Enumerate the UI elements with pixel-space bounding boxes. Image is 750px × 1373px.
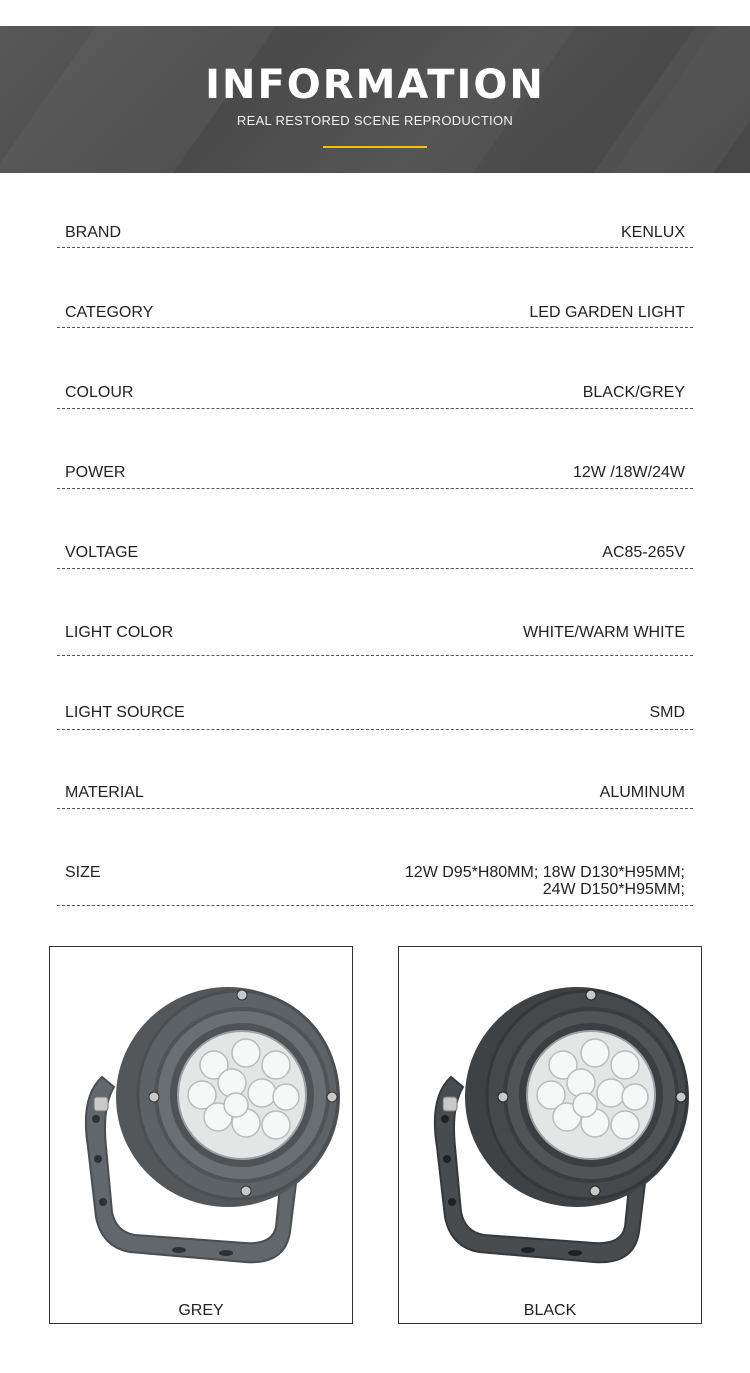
spec-label: MATERIAL	[65, 784, 144, 801]
spec-value: AC85-265V	[602, 544, 685, 561]
product-caption: GREY	[178, 1302, 224, 1319]
spec-value: BLACK/GREY	[582, 384, 685, 401]
product-card-black	[398, 946, 702, 1324]
spec-label: COLOUR	[65, 384, 134, 401]
spec-label: LIGHT SOURCE	[65, 704, 185, 721]
header-banner	[0, 26, 750, 173]
spec-value: LED GARDEN LIGHT	[529, 304, 685, 321]
spec-label: LIGHT COLOR	[65, 624, 174, 641]
spec-row-colour	[57, 384, 693, 409]
spec-label: VOLTAGE	[65, 544, 139, 561]
spec-value-line: 12W D95*H80MM; 18W D130*H95MM;	[404, 864, 685, 881]
spec-label: SIZE	[65, 864, 101, 881]
spec-row-material	[57, 784, 693, 809]
spec-value	[405, 864, 685, 898]
page-title: INFORMATION	[205, 62, 545, 108]
spec-row-voltage	[57, 544, 693, 569]
spec-value: WHITE/WARM WHITE	[522, 624, 685, 641]
spec-row-brand	[57, 224, 693, 248]
spec-label: BRAND	[65, 224, 122, 241]
spec-row-light-color	[57, 624, 693, 656]
spotlight-icon	[399, 947, 701, 1297]
spec-value: KENLUX	[620, 224, 685, 241]
title-underline	[323, 146, 427, 148]
spec-label: POWER	[65, 464, 126, 481]
spec-row-light-source	[57, 704, 693, 730]
spec-label: CATEGORY	[65, 304, 154, 321]
product-caption: BLACK	[523, 1302, 577, 1319]
spec-value: ALUMINUM	[599, 784, 685, 801]
spec-row-category	[57, 304, 693, 328]
spec-row-size	[57, 864, 693, 906]
product-card-grey	[49, 946, 353, 1324]
page-subtitle: REAL RESTORED SCENE REPRODUCTION	[236, 113, 514, 128]
spec-value-line: 24W D150*H95MM;	[542, 881, 685, 898]
spotlight-icon	[50, 947, 352, 1297]
spec-row-power	[57, 464, 693, 489]
spec-value: SMD	[649, 704, 685, 721]
spec-value: 12W /18W/24W	[572, 464, 685, 481]
